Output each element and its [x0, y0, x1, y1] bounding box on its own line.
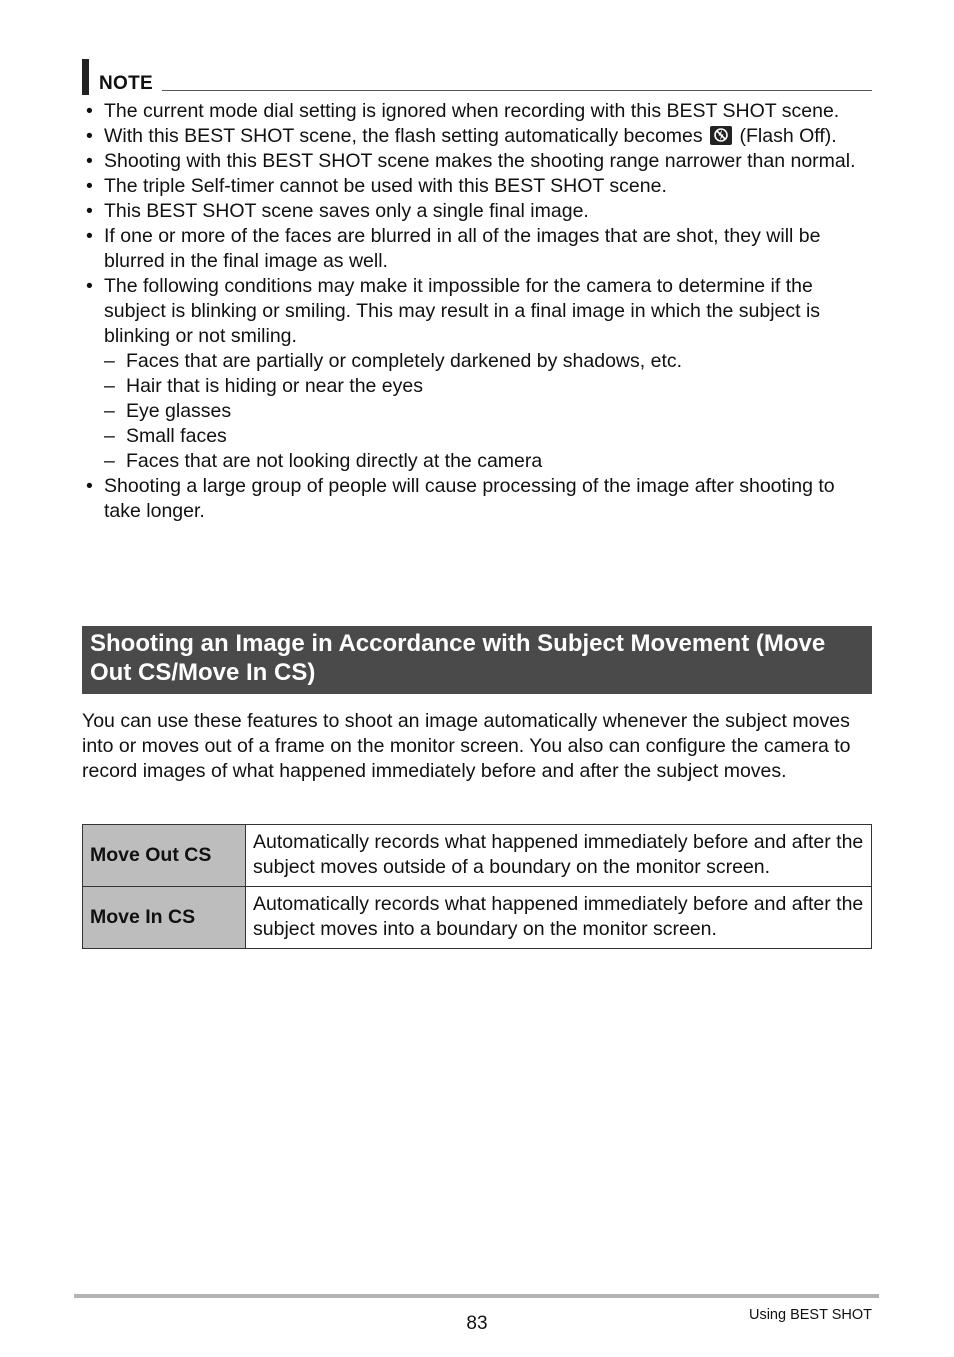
note-sub-item-text: Faces that are partially or completely darkened by shadows, etc.: [126, 350, 683, 372]
note-item-text: Shooting a large group of people will cause processing of the image after shooting to take longer.: [104, 475, 835, 522]
note-item-text: The following conditions may make it impossible for the camera to determine if the subject is blinking or smiling. This may result in a final image in which the subject is blinking or not smiling.: [104, 275, 821, 347]
chapter-title: Using BEST SHOT: [748, 1307, 872, 1323]
flash-off-icon: [710, 126, 732, 145]
note-item-text: The current mode dial setting is ignored when recording with this BEST SHOT scene.: [104, 100, 840, 122]
note-list: [82, 99, 872, 524]
dash-mark: –: [104, 350, 115, 372]
bullet-mark: •: [86, 150, 93, 172]
note-item: [82, 224, 872, 274]
note-item-text: If one or more of the faces are blurred in all of the images that are shot, they will be blurred in the final image as well.: [104, 225, 821, 272]
table-row: [83, 887, 872, 949]
note-item: [82, 124, 872, 149]
mode-name: Move In CS: [83, 887, 246, 949]
note-item: [82, 474, 872, 524]
bullet-mark: •: [86, 475, 93, 497]
bullet-mark: •: [86, 125, 93, 147]
note-item: [82, 199, 872, 224]
note-item: [82, 174, 872, 199]
note-item-text: This BEST SHOT scene saves only a single final image.: [104, 200, 589, 222]
mode-table: [82, 824, 872, 949]
bullet-mark: •: [86, 175, 93, 197]
note-sub-item-text: Faces that are not looking directly at the camera: [126, 450, 543, 472]
note-sub-item-text: Hair that is hiding or near the eyes: [126, 375, 423, 397]
note-item: [82, 99, 872, 124]
note-header: [82, 59, 872, 95]
note-bar: [82, 59, 89, 95]
dash-mark: –: [104, 375, 115, 397]
note-item-text: Shooting with this BEST SHOT scene makes the shooting range narrower than normal.: [104, 150, 856, 172]
note-sub-item-text: Small faces: [126, 425, 227, 447]
flash-off-suffix: (Flash Off).: [739, 125, 837, 147]
mode-description: Automatically records what happened immediately before and after the subject moves outside of a boundary on the monitor screen.: [246, 825, 872, 887]
note-item-text: The triple Self-timer cannot be used with this BEST SHOT scene.: [104, 175, 667, 197]
bullet-mark: •: [86, 225, 93, 247]
note-sub-item: [82, 399, 872, 424]
note-item: [82, 149, 872, 174]
mode-name: Move Out CS: [83, 825, 246, 887]
section-intro: You can use these features to shoot an image automatically whenever the subject moves into or moves out of a frame on the monitor screen. You also can configure the camera to record images of what happened immediately before and after the subject moves.: [82, 710, 851, 782]
note-sub-item: [82, 424, 872, 449]
footer-rule: [74, 1294, 879, 1298]
note-sub-item-text: Eye glasses: [126, 400, 232, 422]
note-rule: [162, 90, 872, 91]
dash-mark: –: [104, 425, 115, 447]
note-sub-item: [82, 349, 872, 374]
page-number: 83: [466, 1313, 488, 1334]
dash-mark: –: [104, 450, 115, 472]
note-sub-item: [82, 374, 872, 399]
bullet-mark: •: [86, 275, 93, 297]
note-item: [82, 274, 872, 349]
section-heading: Shooting an Image in Accordance with Subject Movement (Move Out CS/Move In CS): [82, 626, 872, 694]
bullet-mark: •: [86, 100, 93, 122]
bullet-mark: •: [86, 200, 93, 222]
note-item-text: With this BEST SHOT scene, the flash setting automatically becomes: [104, 125, 703, 147]
note-label: NOTE: [99, 73, 153, 94]
table-row: [83, 825, 872, 887]
note-sub-item: [82, 449, 872, 474]
mode-description: Automatically records what happened immediately before and after the subject moves into a boundary on the monitor screen.: [246, 887, 872, 949]
dash-mark: –: [104, 400, 115, 422]
